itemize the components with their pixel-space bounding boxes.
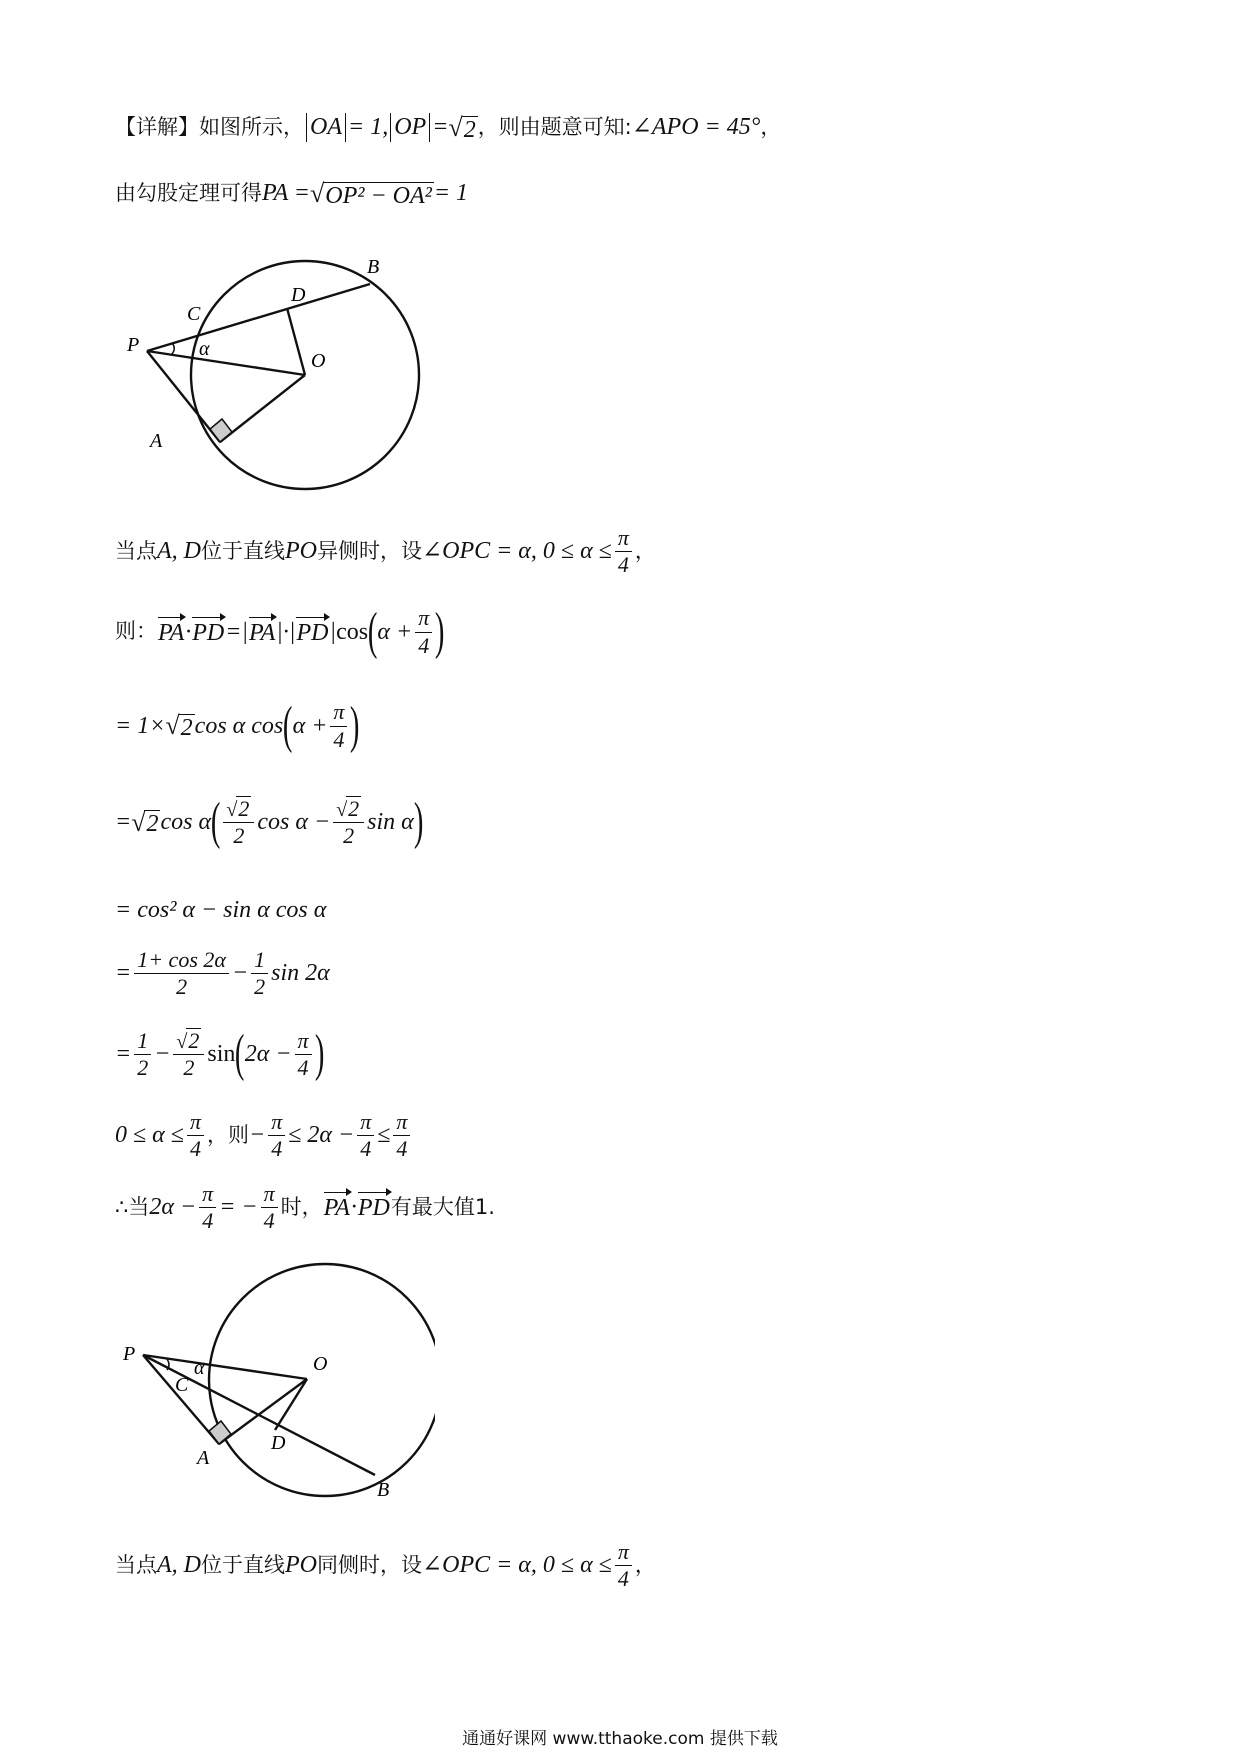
line-step2: = 1× √ 2 cos α cos ( α + $\frac{\pi}{4}$ ) (115, 697, 360, 754)
label-C: C (187, 303, 201, 325)
label-alpha: α (194, 1357, 205, 1379)
line-pythag: 由勾股定理可得 PA = √ OP² − OA² = 1 (115, 179, 469, 209)
label-alpha: α (199, 338, 210, 360)
label-A: A (150, 430, 163, 452)
label-C: C (175, 1374, 189, 1396)
figure-1 (115, 245, 455, 500)
line-case2: 当点 A, D 位于直线 PO 同侧时，设 ∠OPC = α, 0 ≤ α ≤ $\frac{\pi}{4}$ ， (115, 1539, 656, 1592)
line-step5: = $\frac{1+ \cos 2\alpha}{2}$ − $\frac{1}{2}$ sin 2α (115, 947, 330, 1000)
label-D: D (271, 1432, 286, 1454)
figure-2 (115, 1255, 435, 1510)
label-B: B (377, 1479, 390, 1501)
footer: 通通好课网 www.tthaoke.com 提供下载 (462, 1729, 778, 1749)
line-step3: = √ 2 cos α ( √ 2 2 cos α − √ 2 2 sin α ) (115, 793, 424, 851)
label-A: A (197, 1447, 210, 1469)
line-detail: 【详解】 如图所示， OA = 1, OP = √ 2 ，则由题意可知: ∠APO = 45° ， (115, 113, 782, 143)
line-step6: = $\frac{1}{2}$ − √ 2 2 sin ( 2α − $\frac{\pi}{4}$ ) (115, 1025, 324, 1083)
line-case1: 当点 A, D 位于直线 PO 异侧时，设 ∠OPC = α, 0 ≤ α ≤ $\frac{\pi}{4}$ ， (115, 525, 656, 578)
line-dot-product: 则： PA · PD = | PA |·| PD | cos ( α + $\frac{\pi}{4}$ ) (115, 603, 445, 660)
label-P: P (123, 1343, 136, 1365)
label-O: O (311, 350, 326, 372)
detail-label: 【详解】 (115, 115, 199, 139)
line-range: 0 ≤ α ≤ $\frac{\pi}{4}$ ，则 − $\frac{\pi}{4}$ ≤ 2α − $\frac{\pi}{4}$ ≤ $\frac{\pi}{4}$ (115, 1110, 413, 1161)
label-P: P (127, 334, 140, 356)
label-O: O (313, 1353, 328, 1375)
label-D: D (291, 284, 306, 306)
line-step4: = cos² α − sin α cos α (115, 897, 327, 923)
line-conclusion: ∴当 2α − $\frac{\pi}{4}$ = − $\frac{\pi}{4}$ 时， PA · PD 有最大值1. (115, 1181, 495, 1234)
label-B: B (367, 256, 380, 278)
